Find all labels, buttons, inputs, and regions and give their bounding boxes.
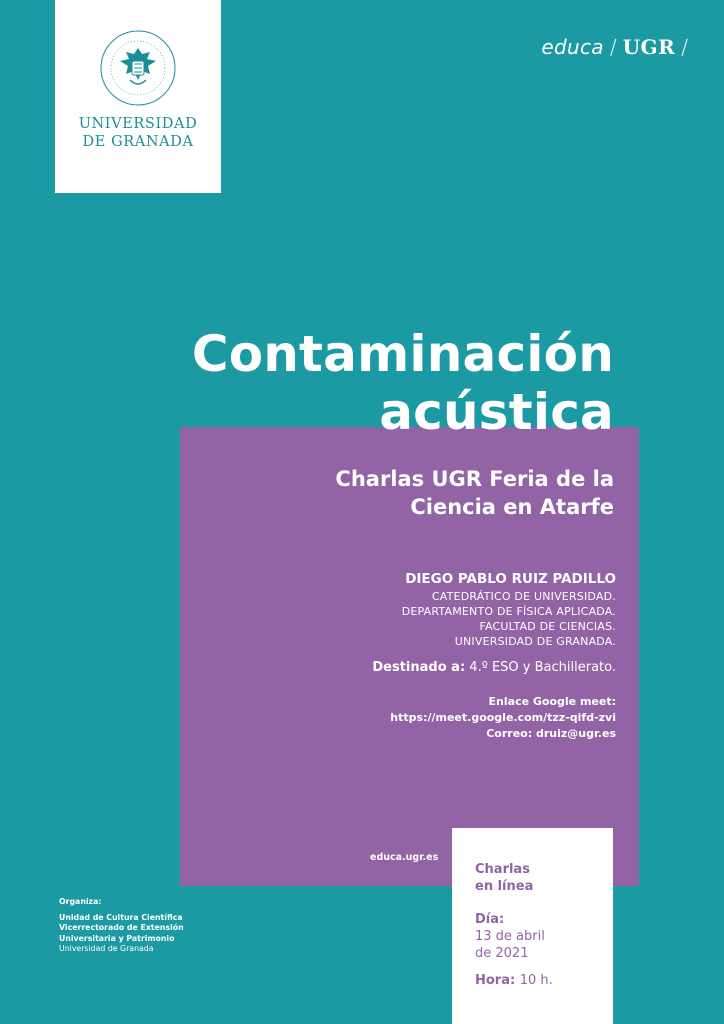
audience-value: 4.º ESO y Bachillerato. [469, 660, 616, 675]
website-link[interactable]: educa.ugr.es [370, 852, 439, 863]
speaker-name: DIEGO PABLO RUIZ PADILLO [405, 571, 616, 587]
target-audience [372, 660, 616, 675]
organizer-line4: Universidad de Granada [59, 944, 154, 953]
event-subtitle-line1: Charlas UGR Feria de la [335, 467, 614, 491]
brand-slash-2: / [681, 35, 688, 59]
event-title [192, 325, 614, 441]
meeting-info [390, 694, 616, 742]
university-name [55, 115, 221, 151]
event-title-line1: Contaminación [191, 325, 614, 383]
time-block [475, 972, 553, 989]
format-line2: en línea [475, 879, 534, 894]
speaker-role-4: UNIVERSIDAD DE GRANADA. [454, 635, 616, 648]
event-subtitle-line2: Ciencia en Atarfe [410, 495, 614, 519]
event-title-line2: acústica [379, 383, 614, 441]
university-name-line1: UNIVERSIDAD [78, 116, 198, 132]
educa-ugr-brand [541, 35, 694, 59]
brand-slash: / [609, 35, 617, 59]
organizer-line2: Vicerrectorado de Extensión [59, 923, 184, 932]
university-crest-icon [98, 28, 178, 108]
meet-label: Enlace Google meet: [488, 695, 616, 708]
speaker-role-1: CATEDRÁTICO DE UNIVERSIDAD. [431, 590, 616, 603]
audience-label: Destinado a: [372, 660, 466, 675]
organizer-line1: Unidad de Cultura Científica [59, 912, 183, 922]
event-details-box [452, 828, 613, 1024]
time-label: Hora: [475, 973, 516, 988]
format-line1: Charlas [475, 862, 530, 877]
ugr-wordmark: UGR [622, 35, 676, 59]
speaker-role-2: DEPARTAMENTO DE FÍSICA APLICADA. [401, 605, 616, 618]
meet-link[interactable]: https://meet.google.com/tzz-qifd-zvi [390, 711, 616, 724]
date-block [475, 911, 545, 962]
date-line2: de 2021 [475, 946, 529, 961]
speaker-info [402, 572, 616, 649]
university-name-line2: DE GRANADA [82, 134, 194, 150]
organizer-info [59, 897, 184, 955]
contact-email[interactable]: Correo: druiz@ugr.es [486, 727, 616, 740]
organizer-line3: Universitaria y Patrimonio [59, 933, 175, 943]
educa-wordmark: educa [541, 35, 604, 59]
event-subtitle [335, 465, 614, 521]
date-line1: 13 de abril [475, 929, 545, 944]
organizer-heading: Organiza: [59, 897, 102, 906]
day-label: Día: [475, 912, 505, 927]
format-block [475, 861, 533, 895]
speaker-role-3: FACULTAD DE CIENCIAS. [479, 620, 616, 633]
time-value: 10 h. [519, 973, 553, 988]
university-logo-panel [55, 0, 221, 193]
